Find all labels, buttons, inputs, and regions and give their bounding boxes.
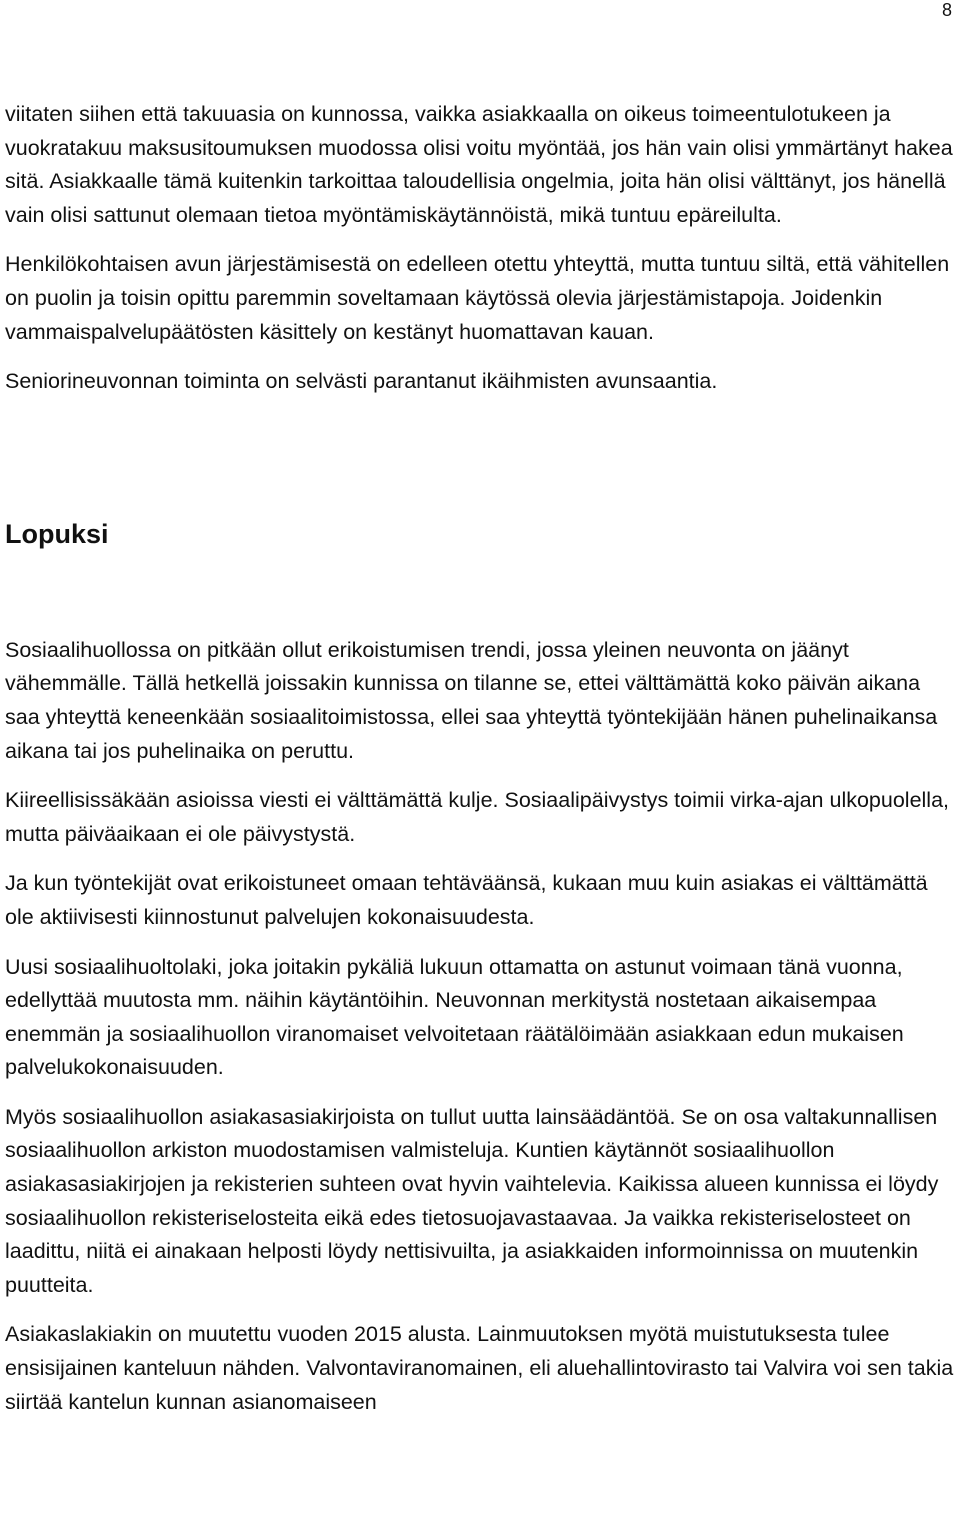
paragraph: Ja kun työntekijät ovat erikoistuneet omaan tehtäväänsä, kukaan muu kuin asiakas ei välttämättä ole aktiivisesti kiinnostunut palvelujen kokonaisuudesta.: [5, 871, 928, 929]
paragraph: Uusi sosiaalihuoltolaki, joka joitakin pykäliä lukuun ottamatta on astunut voimaan tänä vuonna, edellyttää muutosta mm. näihin käytäntöihin. Neuvonnan merkitystä nostetaan aikaisempaa enemmän ja sosiaalihuollon viranomaiset velvoitetaan räätälöimään asiakkaan edun mukaisen palvelukokonaisuuden.: [5, 954, 904, 1080]
paragraph: Sosiaalihuollossa on pitkään ollut erikoistumisen trendi, jossa yleinen neuvonta on jäänyt vähemmälle. Tällä hetkellä joissakin kunnissa on tilanne se, ettei välttämättä koko päivän aikana saa yhteyttä keneenkään sosiaalitoimistossa, ellei saa yhteyttä työntekijään hänen puhelinaikansa aikana tai jos puhelinaika on peruttu.: [5, 637, 938, 763]
paragraph: viitaten siihen että takuuasia on kunnossa, vaikka asiakkaalla on oikeus toimeentulotukeen ja vuokratakuu maksusitoumuksen muodossa olisi voitu myöntää, jos hän vain olisi ymmärtänyt hakea sitä. Asiakkaalle tämä kuitenkin tarkoittaa taloudellisia ongelmia, joita hän olisi välttänyt, jos hänellä vain olisi sattunut olemaan tietoa myöntämiskäytännöistä, mikä tuntuu epäreilulta.: [5, 102, 953, 227]
section-heading: Lopuksi: [5, 518, 109, 549]
paragraph: Myös sosiaalihuollon asiakasasiakirjoista on tullut uutta lainsäädäntöä. Se on osa valtakunnallisen sosiaalihuollon arkiston muodostamisen valmisteluja. Kuntien käytännöt sosiaalihuollon asiakasasiakirjojen ja rekisterien suhteen ovat hyvin vaihtelevia. Kaikissa alueen kunnissa ei löydy sosiaalihuollon rekisteriselosteita eikä edes tietosuojavastaavaa. Ja vaikka rekisteriselosteet on laadittu, niitä ei ainakaan helposti löydy nettisivuilta, ja asiakkaiden informoinnissa on muutenkin puutteita.: [5, 1104, 939, 1297]
paragraph: Kiireellisissäkään asioissa viesti ei välttämättä kulje. Sosiaalipäivystys toimii virka-ajan ulkopuolella, mutta päiväaikaan ei ole päivystystä.: [5, 788, 950, 846]
paragraph: Asiakaslakiakin on muutettu vuoden 2015 alusta. Lainmuutoksen myötä muistutuksesta tulee ensisijainen kanteluun nähden. Valvontaviranomainen, eli aluehallintovirasto tai Valvira voi sen takia siirtää kantelun kunnan asianomaiseen: [5, 1322, 954, 1414]
spacer: [5, 415, 955, 517]
paragraph: Seniorineuvonnan toiminta on selvästi parantanut ikäihmisten avunsaantia.: [5, 369, 718, 394]
paragraph: Henkilökohtaisen avun järjestämisestä on edelleen otettu yhteyttä, mutta tuntuu siltä, että vähitellen on puolin ja toisin opittu paremmin soveltamaan käytössä olevia järjestämistapoja. Joidenkin vammaispalvelupäätösten käsittely on kestänyt huomattavan kauan.: [5, 252, 950, 344]
document-body: [5, 98, 955, 1435]
spacer: [5, 551, 955, 634]
page-number: 8: [941, 0, 952, 20]
